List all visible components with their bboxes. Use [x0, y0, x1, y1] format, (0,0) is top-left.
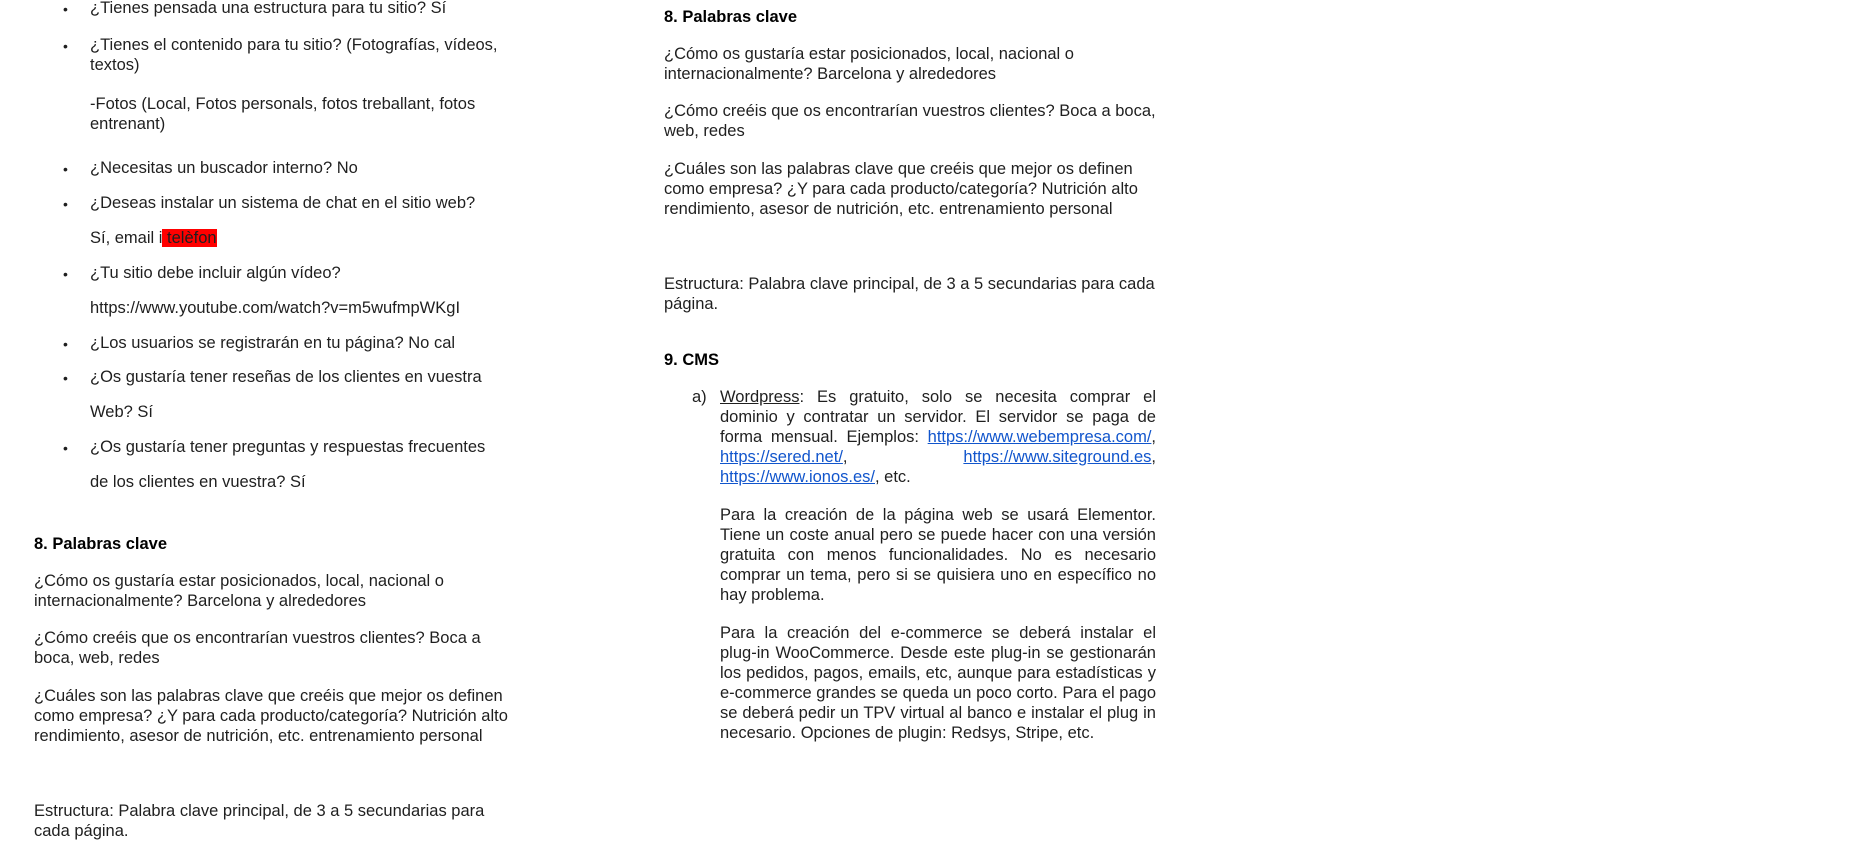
list-item — [34, 437, 580, 457]
bullet-icon: • — [63, 38, 68, 54]
question-text: ¿Tienes pensada una estructura para tu sitio? Sí — [90, 0, 447, 17]
list-item-answer — [34, 402, 580, 422]
wordpress-title: Wordpress — [720, 388, 800, 406]
list-item-answer — [34, 472, 580, 492]
list-item — [34, 35, 524, 75]
wordpress-text: : Es gratuito, solo se necesita comprar el dominio y contratar un servidor. El servidor se paga de forma mensual. Ejemplos: — [720, 388, 1156, 446]
question-text: ¿Los usuarios se registrarán en tu página? No cal — [90, 334, 456, 352]
bullet-icon: • — [63, 440, 68, 456]
sub-text: Fotos (Local, Fotos personals, fotos treballant, fotos entrenant) — [90, 95, 476, 133]
answer-text: de los clientes en vuestra? Sí — [90, 473, 306, 491]
link-ionos[interactable]: https://www.ionos.es/ — [720, 468, 875, 486]
list-item-answer — [34, 228, 580, 248]
separator: , — [1151, 428, 1156, 446]
answer-text: https://www.youtube.com/watch?v=m5wufmpWKgI — [90, 299, 461, 317]
list-marker: a) — [692, 388, 707, 406]
bullet-icon: • — [63, 370, 68, 386]
paragraph: Estructura: Palabra clave principal, de 3 a 5 secundarias para cada página. — [664, 275, 1155, 313]
question-text: ¿Necesitas un buscador interno? No — [90, 159, 358, 177]
bullet-icon: • — [63, 1, 68, 17]
bullet-icon: • — [63, 196, 68, 212]
question-text: ¿Deseas instalar un sistema de chat en el sitio web? — [90, 194, 476, 212]
list-item-sub — [34, 94, 524, 134]
paragraph: ¿Cómo os gustaría estar posicionados, local, nacional o internacionalmente? Barcelona y alrededores — [664, 45, 1074, 83]
section-heading: 8. Palabras clave — [664, 8, 798, 26]
cms-item-body — [720, 387, 1156, 743]
question-text: ¿Os gustaría tener preguntas y respuestas frecuentes — [90, 438, 486, 456]
list-item — [34, 367, 580, 387]
separator: , — [842, 448, 964, 466]
question-text: ¿Tu sitio debe incluir algún vídeo? — [90, 264, 341, 282]
list-item — [34, 263, 580, 283]
list-item — [34, 0, 580, 18]
answer-text: Web? Sí — [90, 403, 153, 421]
bullet-icon: • — [63, 336, 68, 352]
cms-list-item — [692, 387, 1156, 743]
sub-prefix: - — [90, 95, 96, 113]
list-item — [34, 333, 580, 353]
ecommerce-paragraph: Para la creación del e-commerce se deberá instalar el plug-in WooCommerce. Desde este plug-in se gestionarán los pedidos, pagos, emails, etc, aunque para estadísticas y e-commerce grandes se queda un poco corto. Para el pago se deberá pedir un TPV virtual al banco e instalar el plug in necesario. Opciones de plugin: Redsys, Stripe, etc. — [720, 624, 1156, 742]
list-item — [34, 158, 580, 178]
highlighted-answer: telèfon — [162, 229, 217, 247]
paragraph: Estructura: Palabra clave principal, de 3 a 5 secundarias para cada página. — [34, 802, 485, 840]
question-text: ¿Tienes el contenido para tu sitio? (Fotografías, vídeos, textos) — [90, 36, 498, 74]
section-heading: 8. Palabras clave — [34, 535, 168, 553]
paragraph: ¿Cómo creéis que os encontrarían vuestros clientes? Boca a boca, web, redes — [34, 629, 481, 667]
answer-text: Sí, email i — [90, 229, 163, 247]
bullet-icon: • — [63, 266, 68, 282]
link-siteground[interactable]: https://www.siteground.es — [963, 448, 1152, 466]
separator: , — [1151, 448, 1156, 466]
link-webempresa[interactable]: https://www.webempresa.com/ — [927, 428, 1152, 446]
list-item — [34, 193, 580, 213]
paragraph: ¿Cómo os gustaría estar posicionados, local, nacional o internacionalmente? Barcelona y alrededores — [34, 572, 444, 610]
etc-text: , etc. — [875, 468, 911, 486]
paragraph: ¿Cuáles son las palabras clave que creéis que mejor os definen como empresa? ¿Y para cada producto/categoría? Nutrición alto rendimiento, asesor de nutrición, etc. entrenamiento personal — [664, 160, 1138, 218]
bullet-icon: • — [63, 161, 68, 177]
paragraph: ¿Cuáles son las palabras clave que creéis que mejor os definen como empresa? ¿Y para cada producto/categoría? Nutrición alto rendimiento, asesor de nutrición, etc. entrenamiento personal — [34, 687, 508, 745]
wordpress-paragraph — [720, 387, 1156, 487]
list-item-answer — [34, 298, 580, 318]
link-sered[interactable]: https://sered.net/ — [720, 448, 843, 466]
section-heading: 9. CMS — [664, 351, 720, 369]
paragraph: ¿Cómo creéis que os encontrarían vuestros clientes? Boca a boca, web, redes — [664, 102, 1156, 140]
elementor-paragraph: Para la creación de la página web se usará Elementor. Tiene un coste anual pero se puede hacer con una versión gratuita con menos funcionalidades. No es necesario comprar un tema, pero si se quisiera uno en específico no hay problema. — [720, 506, 1156, 604]
question-text: ¿Os gustaría tener reseñas de los clientes en vuestra — [90, 368, 482, 386]
